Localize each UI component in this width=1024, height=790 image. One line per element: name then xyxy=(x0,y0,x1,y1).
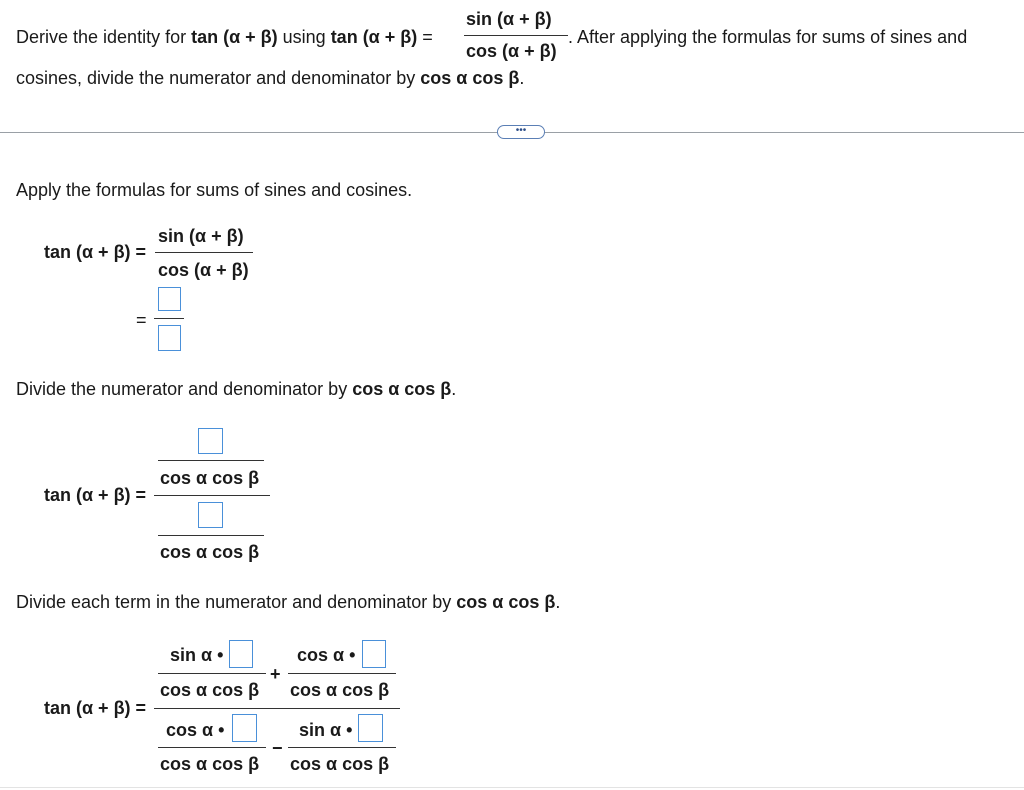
step1-instruction: Apply the formulas for sums of sines and cosines. xyxy=(16,180,413,200)
step2-numerator-bar xyxy=(158,460,264,461)
step3-term4-numerator: sin α • xyxy=(299,720,353,740)
step3-term1-input[interactable] xyxy=(229,640,253,668)
step3-divisor: cos α cos β xyxy=(456,592,556,612)
step1-lhs: tan (α + β) = xyxy=(44,242,147,262)
step3-term3-bar xyxy=(158,747,266,748)
step3-plus-sign: + xyxy=(270,664,281,684)
step1-fraction-bar xyxy=(155,252,253,253)
step3-lhs: tan (α + β) = xyxy=(44,698,147,718)
problem-line-2: cosines, divide the numerator and denominator by cos α cos β. xyxy=(16,68,525,88)
step1-numerator-input[interactable] xyxy=(158,287,181,311)
divisor-expression: cos α cos β xyxy=(420,68,520,88)
step3-term1-numerator: sin α • xyxy=(170,645,224,665)
step3-minus-sign: − xyxy=(272,738,283,758)
problem-fraction-denominator: cos (α + β) xyxy=(466,41,557,61)
more-options-button[interactable]: ••• xyxy=(497,125,545,139)
step3-term2-numerator: cos α • xyxy=(297,645,356,665)
step2-denominator-input[interactable] xyxy=(198,502,223,528)
tan-sum-expression-2: tan (α + β) xyxy=(330,27,418,47)
problem-fraction-numerator: sin (α + β) xyxy=(466,9,552,29)
step2-numerator-input[interactable] xyxy=(198,428,223,454)
step3-term4-bar xyxy=(288,747,396,748)
step3-term4-denominator: cos α cos β xyxy=(290,754,390,774)
step3-term2-input[interactable] xyxy=(362,640,386,668)
step2-instruction: Divide the numerator and denominator by cos α cos β. xyxy=(16,379,457,399)
step3-main-fraction-bar xyxy=(154,708,400,709)
tan-sum-expression: tan (α + β) xyxy=(191,27,278,47)
step3-term1-bar xyxy=(158,673,266,674)
step2-numerator-denominator: cos α cos β xyxy=(160,468,260,488)
step3-term4-input[interactable] xyxy=(358,714,383,742)
problem-fraction-bar xyxy=(464,35,568,36)
step2-lhs: tan (α + β) = xyxy=(44,485,147,505)
step2-denominator-bar xyxy=(158,535,264,536)
step3-term1-denominator: cos α cos β xyxy=(160,680,260,700)
step3-term3-denominator: cos α cos β xyxy=(160,754,260,774)
step2-denominator-denominator: cos α cos β xyxy=(160,542,260,562)
step2-main-fraction-bar xyxy=(154,495,270,496)
bottom-divider xyxy=(0,787,1024,788)
step1-denominator: cos (α + β) xyxy=(158,260,249,280)
step3-instruction: Divide each term in the numerator and denominator by cos α cos β. xyxy=(16,592,561,612)
step1-denominator-input[interactable] xyxy=(158,325,181,351)
step3-term2-bar xyxy=(288,673,396,674)
problem-line-1-end: . After applying the formulas for sums of sines and xyxy=(568,27,968,47)
step1-input-fraction-bar xyxy=(154,318,184,319)
step1-equals: = xyxy=(136,310,147,330)
step3-term3-input[interactable] xyxy=(232,714,257,742)
step3-term3-numerator: cos α • xyxy=(166,720,225,740)
problem-line-1: Derive the identity for tan (α + β) using tan (α + β) = xyxy=(16,27,433,47)
step2-divisor: cos α cos β xyxy=(352,379,452,399)
step3-term2-denominator: cos α cos β xyxy=(290,680,390,700)
step1-numerator: sin (α + β) xyxy=(158,226,244,246)
